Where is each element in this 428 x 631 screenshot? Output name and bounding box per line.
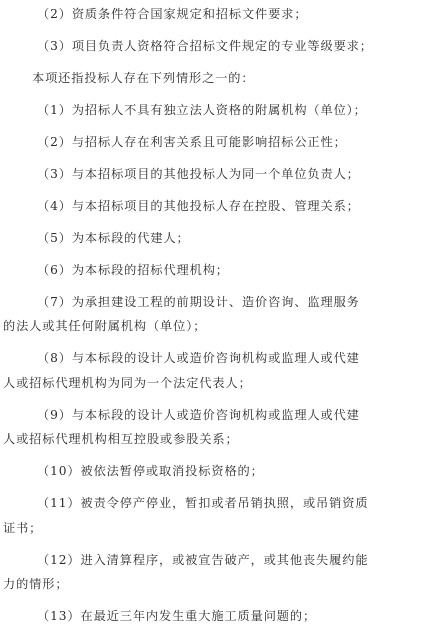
text-line: （2）资质条件符合国家规定和招标文件要求； xyxy=(37,7,308,21)
text-line: 人或招标代理机构为同为一个法定代表人； xyxy=(3,376,252,390)
text-line: （10）被依法暂停或取消投标资格的； xyxy=(37,464,264,478)
text-line: （12）进入清算程序，或被宣告破产，或其他丧失履约能 xyxy=(37,553,369,567)
text-line: 证书； xyxy=(3,521,43,535)
text-line: 本项还指投标人存在下列情形之一的： xyxy=(32,71,255,85)
text-line: （9）与本标段的设计人或造价咨询机构或监理人或代建 xyxy=(37,408,360,422)
text-line: （8）与本标段的设计人或造价咨询机构或监理人或代建 xyxy=(37,351,360,365)
text-line: 的法人或其任何附属机构（单位）； xyxy=(3,319,207,333)
text-line: 力的情形； xyxy=(3,577,69,591)
text-line: （5）为本标段的代建人； xyxy=(37,231,190,245)
text-line: （6）为本标段的招标代理机构； xyxy=(37,263,229,277)
text-line: （3）与本招标项目的其他投标人为同一个单位负责人； xyxy=(37,167,360,181)
text-line: （3）项目负责人资格符合招标文件规定的专业等级要求； xyxy=(37,39,373,53)
text-line: 人或招标代理机构相互控股或参股关系； xyxy=(3,432,239,446)
text-line: （4）与本招标项目的其他投标人存在控股、管理关系； xyxy=(37,199,360,213)
text-line: （13）在最近三年内发生重大施工质量问题的； xyxy=(37,609,317,623)
text-line: （7）为承担建设工程的前期设计、造价咨询、监理服务 xyxy=(37,295,360,309)
text-line: （11）被责令停产停业，暂扣或者吊销执照，或吊销资质 xyxy=(37,496,369,510)
text-line: （1）为招标人不具有独立法人资格的附属机构（单位）； xyxy=(37,103,367,117)
text-line: （2）与招标人存在利害关系且可能影响招标公正性； xyxy=(37,135,347,149)
